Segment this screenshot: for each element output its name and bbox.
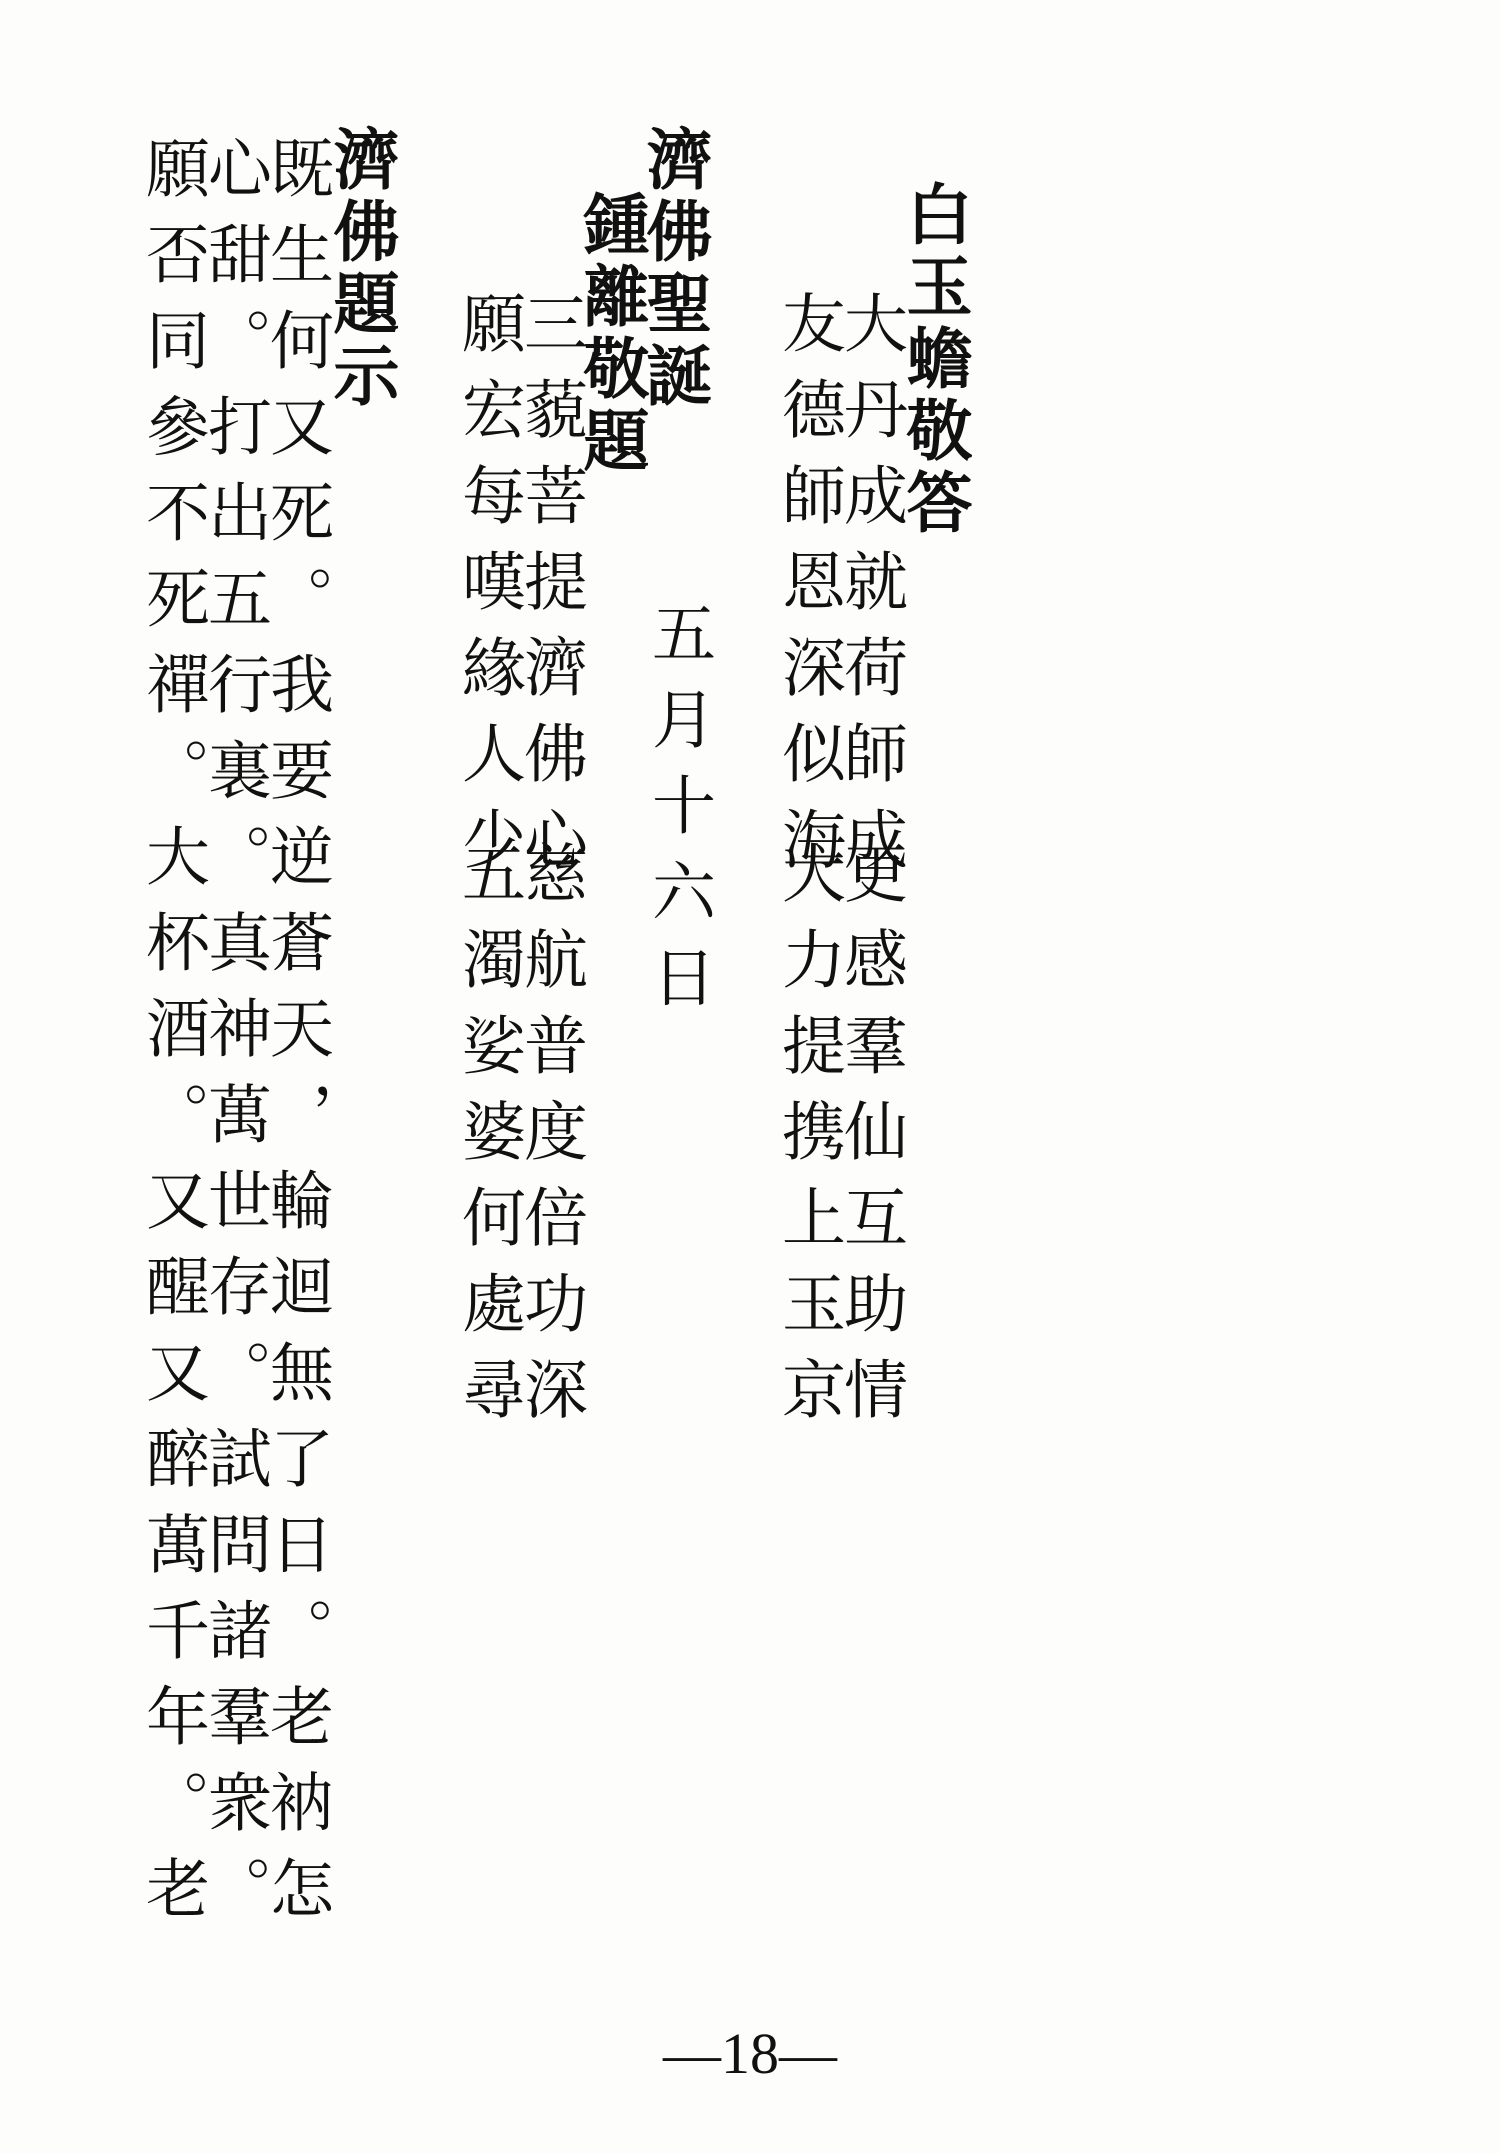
section1-verse-line-4: 大力提携上玉京 (771, 840, 845, 1442)
section3-prose-line-2: 心甜。打出五行裏。真神萬世存。試問諸羣衆。 (197, 135, 271, 1941)
section3-prose-line-3: 願否同參不死禪。大杯酒。又醒又醉萬千年。老 (135, 135, 209, 1941)
section2-verse-line-1: 三藐菩提濟佛心 (513, 290, 587, 892)
section1-verse-line-3: 更感羣仙互助情 (833, 840, 907, 1442)
section2-verse-line-4: 五濁娑婆何處尋 (451, 840, 525, 1442)
section1-verse-line-2: 友德師恩深似海 (771, 290, 845, 892)
section2-verse-line-2: 願宏每嘆緣人少 (451, 290, 525, 892)
section1-title: 白玉蟾敬答 (895, 180, 972, 540)
section3-title: 濟佛題示 (322, 125, 399, 413)
section2-title: 濟佛聖誕 (635, 125, 712, 413)
page-number: —18— (663, 2021, 837, 2086)
section2-date: 五月十六日 (641, 600, 715, 1030)
section2-subtitle: 鍾離敬題 (572, 190, 649, 478)
section3-prose-line-1: 既生何又死。我要逆蒼天，輪迴無了日。老衲怎 (259, 135, 333, 1941)
section2-verse-line-3: 慈航普度倍功深 (513, 840, 587, 1442)
section1-verse-line-1: 大丹成就荷師成 (833, 290, 907, 892)
